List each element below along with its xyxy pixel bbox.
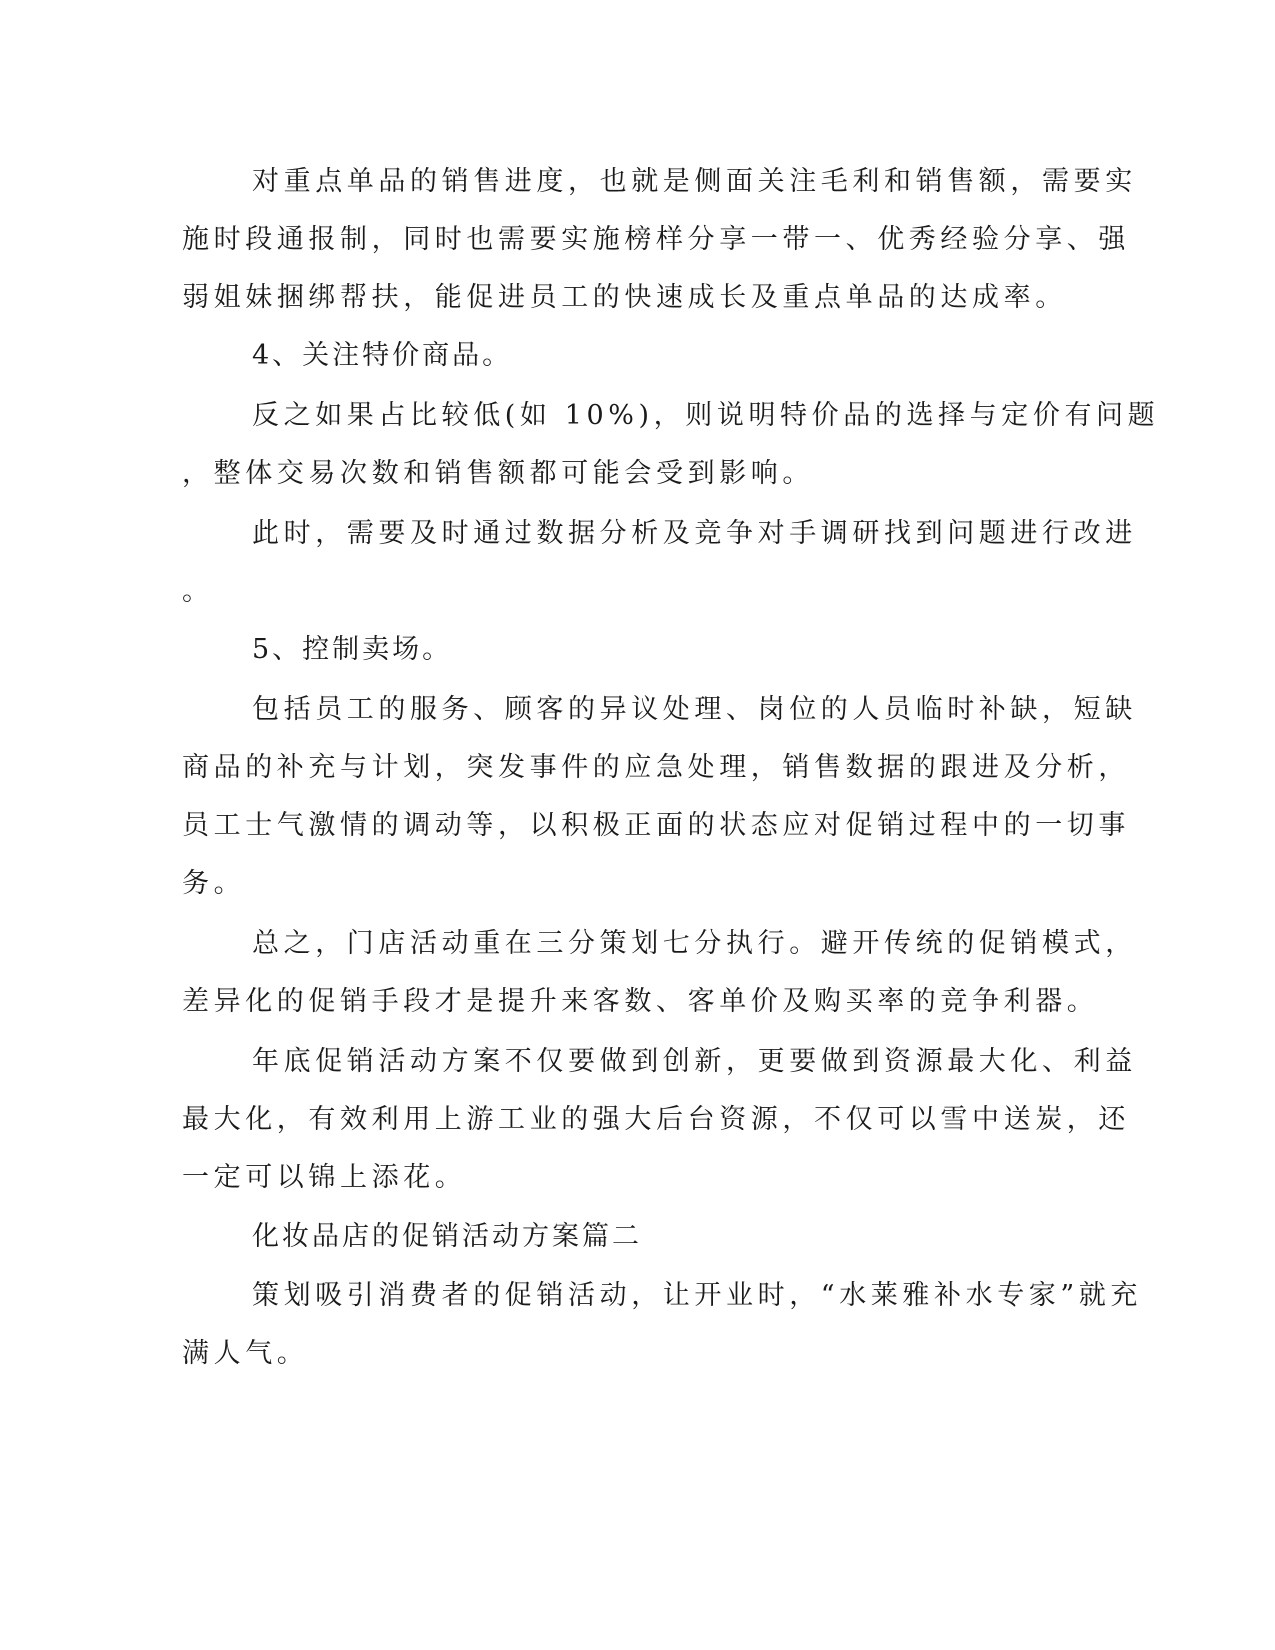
paragraph-line: 策划吸引消费者的促销活动，让开业时，“水莱雅补水专家”就充 <box>252 1280 1143 1311</box>
paragraph-line: 施时段通报制，同时也需要实施榜样分享一带一、优秀经验分享、强 <box>182 224 1130 255</box>
paragraph-line: 弱姐妹捆绑帮扶，能促进员工的快速成长及重点单品的达成率。 <box>182 282 1067 313</box>
section-heading: 5、控制卖场。 <box>252 634 453 665</box>
paragraph-line: 差异化的促销手段才是提升来客数、客单价及购买率的竞争利器。 <box>182 986 1099 1017</box>
paragraph-line: 商品的补充与计划，突发事件的应急处理，销售数据的跟进及分析， <box>182 752 1130 783</box>
paragraph-line: 此时，需要及时通过数据分析及竞争对手调研找到问题进行改进 <box>252 518 1137 549</box>
paragraph-line: 满人气。 <box>182 1338 309 1369</box>
paragraph-line: 年底促销活动方案不仅要做到创新，更要做到资源最大化、利益 <box>252 1046 1137 1077</box>
paragraph-line: 员工士气激情的调动等，以积极正面的状态应对促销过程中的一切事 <box>182 810 1130 841</box>
paragraph-line: 对重点单品的销售进度，也就是侧面关注毛利和销售额，需要实 <box>252 166 1137 197</box>
section-heading: 4、关注特价商品。 <box>252 340 513 371</box>
paragraph-line: 务。 <box>182 868 246 899</box>
paragraph-line: 。 <box>182 576 214 607</box>
paragraph-line: 最大化，有效利用上游工业的强大后台资源，不仅可以雪中送炭，还 <box>182 1104 1130 1135</box>
paragraph-line: ，整体交易次数和销售额都可能会受到影响。 <box>182 458 814 489</box>
section-heading: 化妆品店的促销活动方案篇二 <box>252 1221 642 1252</box>
paragraph-line: 总之，门店活动重在三分策划七分执行。避开传统的促销模式， <box>252 928 1137 959</box>
paragraph-line: 反之如果占比较低(如 10%)，则说明特价品的选择与定价有问题 <box>252 400 1160 431</box>
paragraph-line: 一定可以锦上添花。 <box>182 1162 467 1193</box>
paragraph-line: 包括员工的服务、顾客的异议处理、岗位的人员临时补缺，短缺 <box>252 694 1137 725</box>
